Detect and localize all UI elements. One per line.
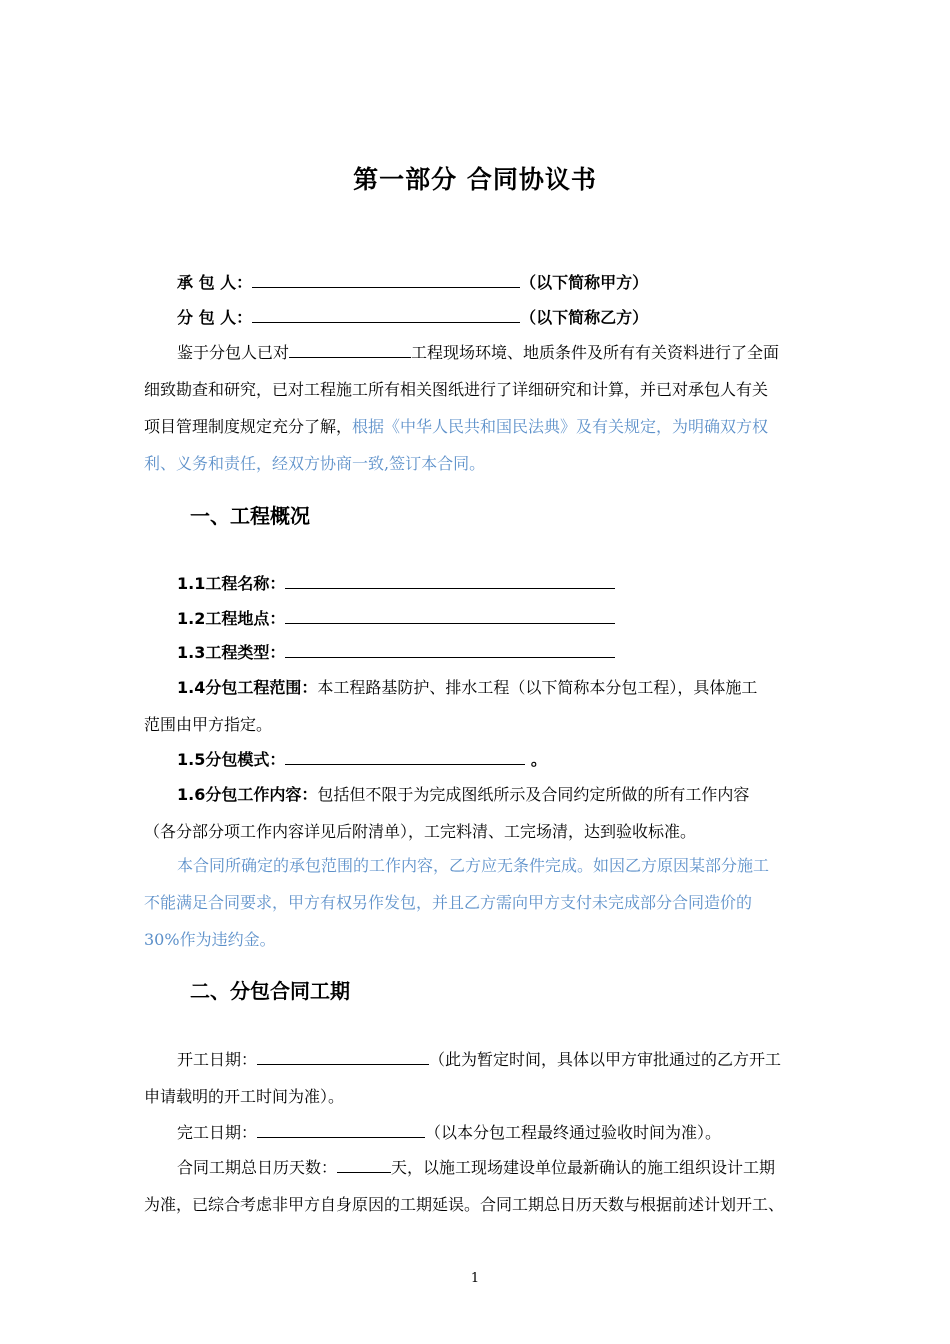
intro-line-3 xyxy=(144,417,768,437)
project-type-blank[interactable] xyxy=(285,643,615,658)
intro-text: 项目管理制度规定充分了解， xyxy=(144,417,353,436)
scope-line-2: 范围由甲方指定。 xyxy=(144,715,273,734)
start-date-line-2: 申请载明的开工时间为准）。 xyxy=(144,1087,345,1106)
subcontractor-line xyxy=(177,308,648,328)
scope-label: 1.4分包工程范围： xyxy=(177,678,318,697)
note-line-1: 本合同所确定的承包范围的工作内容，乙方应无条件完成。如因乙方原因某部分施工 xyxy=(177,856,770,875)
project-type-label: 1.3工程类型： xyxy=(177,643,286,662)
project-type-line xyxy=(177,643,615,663)
total-days-blank[interactable] xyxy=(337,1158,391,1173)
section-2-heading: 二、分包合同工期 xyxy=(190,979,350,1003)
intro-text: 鉴于分包人已对 xyxy=(177,343,290,362)
start-date-suffix: （此为暂定时间，具体以甲方审批通过的乙方开工 xyxy=(429,1050,782,1069)
project-name-label: 1.1工程名称： xyxy=(177,574,286,593)
subcontractor-suffix: （以下简称乙方） xyxy=(520,308,649,327)
total-days-line xyxy=(177,1158,775,1178)
project-blank[interactable] xyxy=(289,343,411,358)
mode-blank[interactable] xyxy=(285,750,525,765)
content-label: 1.6分包工作内容： xyxy=(177,785,318,804)
end-date-label: 完工日期： xyxy=(177,1123,258,1142)
subcontractor-blank[interactable] xyxy=(252,308,520,323)
contractor-label: 承 包 人： xyxy=(177,273,253,292)
intro-legal-text: 根据《中华人民共和国民法典》及有关规定，为明确双方权 xyxy=(352,417,769,436)
note-line-2: 不能满足合同要求，甲方有权另作发包，并且乙方需向甲方支付未完成部分合同造价的 xyxy=(144,893,753,912)
mode-line xyxy=(177,750,547,770)
contractor-blank[interactable] xyxy=(252,273,520,288)
project-name-line xyxy=(177,574,615,594)
mode-end: 。 xyxy=(525,750,547,769)
total-days-suffix: 天，以施工现场建设单位最新确认的施工组织设计工期 xyxy=(391,1158,776,1177)
page-number: 1 xyxy=(470,1271,480,1286)
project-name-blank[interactable] xyxy=(285,574,615,589)
contractor-suffix: （以下简称甲方） xyxy=(520,273,649,292)
mode-label: 1.5分包模式： xyxy=(177,750,286,769)
content-text: 包括但不限于为完成图纸所示及合同约定所做的所有工作内容 xyxy=(317,785,750,804)
end-date-suffix: （以本分包工程最终通过验收时间为准）。 xyxy=(425,1123,722,1142)
total-days-label: 合同工期总日历天数： xyxy=(177,1158,338,1177)
subcontractor-label: 分 包 人： xyxy=(177,308,253,327)
page-title: 第一部分 合同协议书 xyxy=(353,165,597,194)
start-date-line xyxy=(177,1050,781,1070)
end-date-blank[interactable] xyxy=(257,1123,425,1138)
intro-line-1 xyxy=(177,343,779,363)
intro-line-2: 细致勘查和研究，已对工程施工所有相关图纸进行了详细研究和计算，并已对承包人有关 xyxy=(144,380,769,399)
note-line-3: 30%作为违约金。 xyxy=(144,930,276,949)
project-location-line xyxy=(177,609,615,629)
start-date-label: 开工日期： xyxy=(177,1050,258,1069)
scope-line xyxy=(177,678,757,698)
end-date-line xyxy=(177,1123,721,1143)
intro-text: 工程现场环境、地质条件及所有有关资料进行了全面 xyxy=(411,343,780,362)
start-date-blank[interactable] xyxy=(257,1050,429,1065)
content-line xyxy=(177,785,749,805)
scope-text: 本工程路基防护、排水工程（以下简称本分包工程），具体施工 xyxy=(317,678,758,697)
contractor-line xyxy=(177,273,648,293)
project-location-label: 1.2工程地点： xyxy=(177,609,286,628)
content-line-2: （各分部分项工作内容详见后附清单），工完料清、工完场清，达到验收标准。 xyxy=(144,822,697,841)
intro-line-4: 利、义务和责任，经双方协商一致,签订本合同。 xyxy=(144,454,486,473)
total-days-line-2: 为准，已综合考虑非甲方自身原因的工期延误。合同工期总日历天数与根据前述计划开工、 xyxy=(144,1195,785,1214)
section-1-heading: 一、工程概况 xyxy=(190,504,310,528)
project-location-blank[interactable] xyxy=(285,609,615,624)
